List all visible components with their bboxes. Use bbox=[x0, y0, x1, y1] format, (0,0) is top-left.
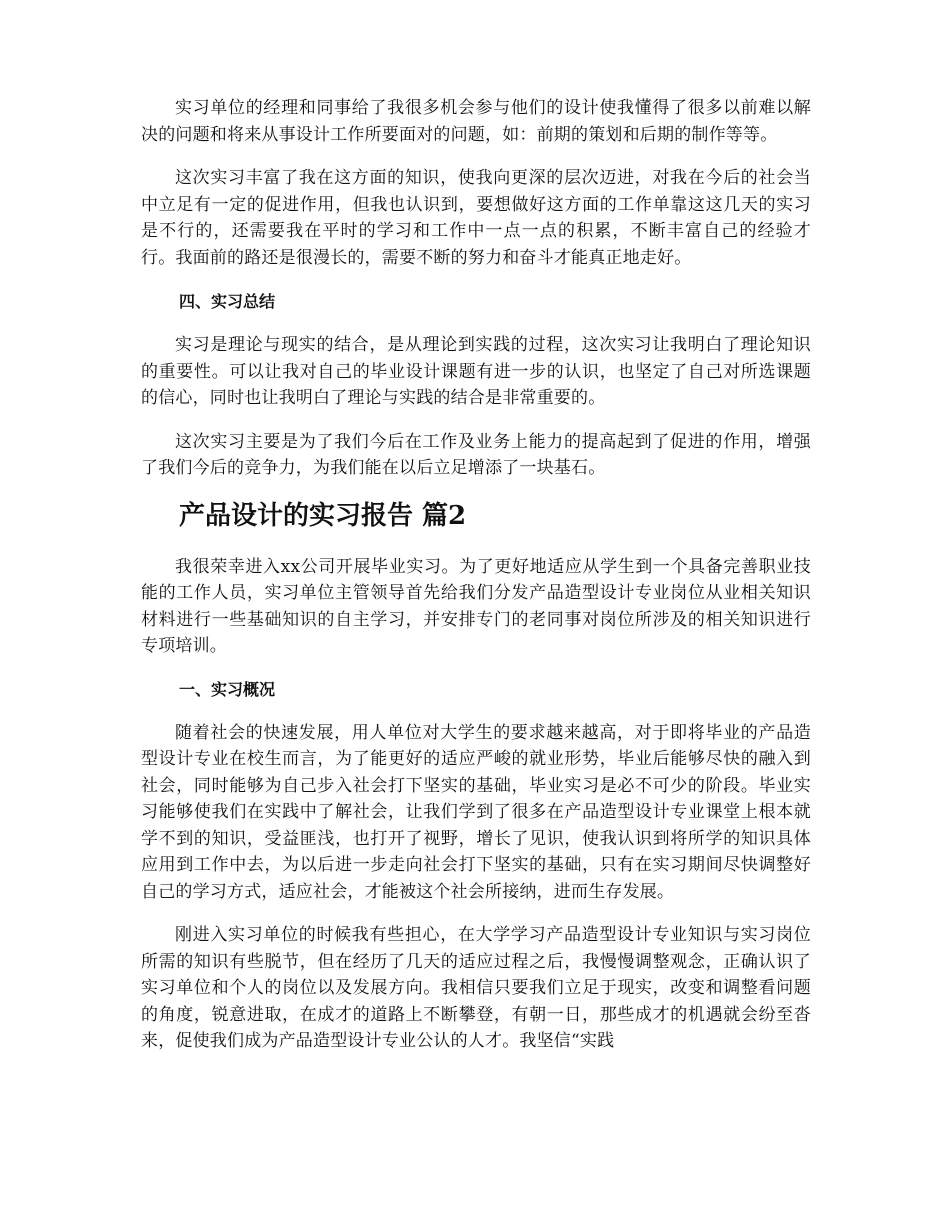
section-heading: 四、实习总结 bbox=[179, 292, 276, 311]
article-title: 产品设计的实习报告 篇2 bbox=[179, 500, 467, 531]
document-page bbox=[141, 95, 811, 1055]
paragraph: 我很荣幸进入xx公司开展毕业实习。为了更好地适应从学生到一个具备完善职业技能的工作人员，实习单位主管领导首先给我们分发产品造型设计专业岗位从业相关知识材料进行一些基础知识的自主学习，并安排专门的老同事对岗位所涉及的相关知识进行专项培训。 bbox=[141, 556, 811, 656]
paragraph: 随着社会的快速发展，用人单位对大学生的要求越来越高，对于即将毕业的产品造型设计专业在校生而言，为了能更好的适应严峻的就业形势，毕业后能够尽快的融入到社会，同时能够为自己步入社会打下坚实的基础，毕业实习是必不可少的阶段。毕业实习能够使我们在实践中了解社会，让我们学到了很多在产品造型设计专业课堂上根本就学不到的知识，受益匪浅，也打开了视野，增长了见识，使我认识到将所学的知识具体应用到工作中去，为以后进一步走向社会打下坚实的基础，只有在实习期间尽快调整好自己的学习方式，适应社会，才能被这个社会所接纳，进而生存发展。 bbox=[141, 722, 811, 902]
paragraph: 这次实习主要是为了我们今后在工作及业务上能力的提高起到了促进的作用，增强了我们今后的竞争力，为我们能在以后立足增添了一块基石。 bbox=[141, 431, 811, 478]
paragraph: 这次实习丰富了我在这方面的知识，使我向更深的层次迈进，对我在今后的社会当中立足有一定的促进作用，但我也认识到，要想做好这方面的工作单靠这这几天的实习是不行的，还需要我在平时的学习和工作中一点一点的积累，不断丰富自己的经验才行。我面前的路还是很漫长的，需要不断的努力和奋斗才能真正地走好。 bbox=[141, 168, 811, 268]
paragraph: 刚进入实习单位的时候我有些担心，在大学学习产品造型设计专业知识与实习岗位所需的知识有些脱节，但在经历了几天的适应过程之后，我慢慢调整观念，正确认识了实习单位和个人的岗位以及发展方向。我相信只要我们立足于现实，改变和调整看问题的角度，锐意进取，在成才的道路上不断攀登，有朝一日，那些成才的机遇就会纷至沓来，促使我们成为产品造型设计专业公认的人才。我坚信“实践 bbox=[141, 925, 811, 1051]
paragraph: 实习是理论与现实的结合，是从理论到实践的过程，这次实习让我明白了理论知识的重要性。可以让我对自己的毕业设计课题有进一步的认识，也坚定了自己对所选课题的信心，同时也让我明白了理论与实践的结合是非常重要的。 bbox=[141, 335, 811, 408]
paragraph: 实习单位的经理和同事给了我很多机会参与他们的设计使我懂得了很多以前难以解决的问题和将来从事设计工作所要面对的问题，如：前期的策划和后期的制作等等。 bbox=[141, 98, 811, 145]
section-heading: 一、实习概况 bbox=[179, 679, 276, 699]
